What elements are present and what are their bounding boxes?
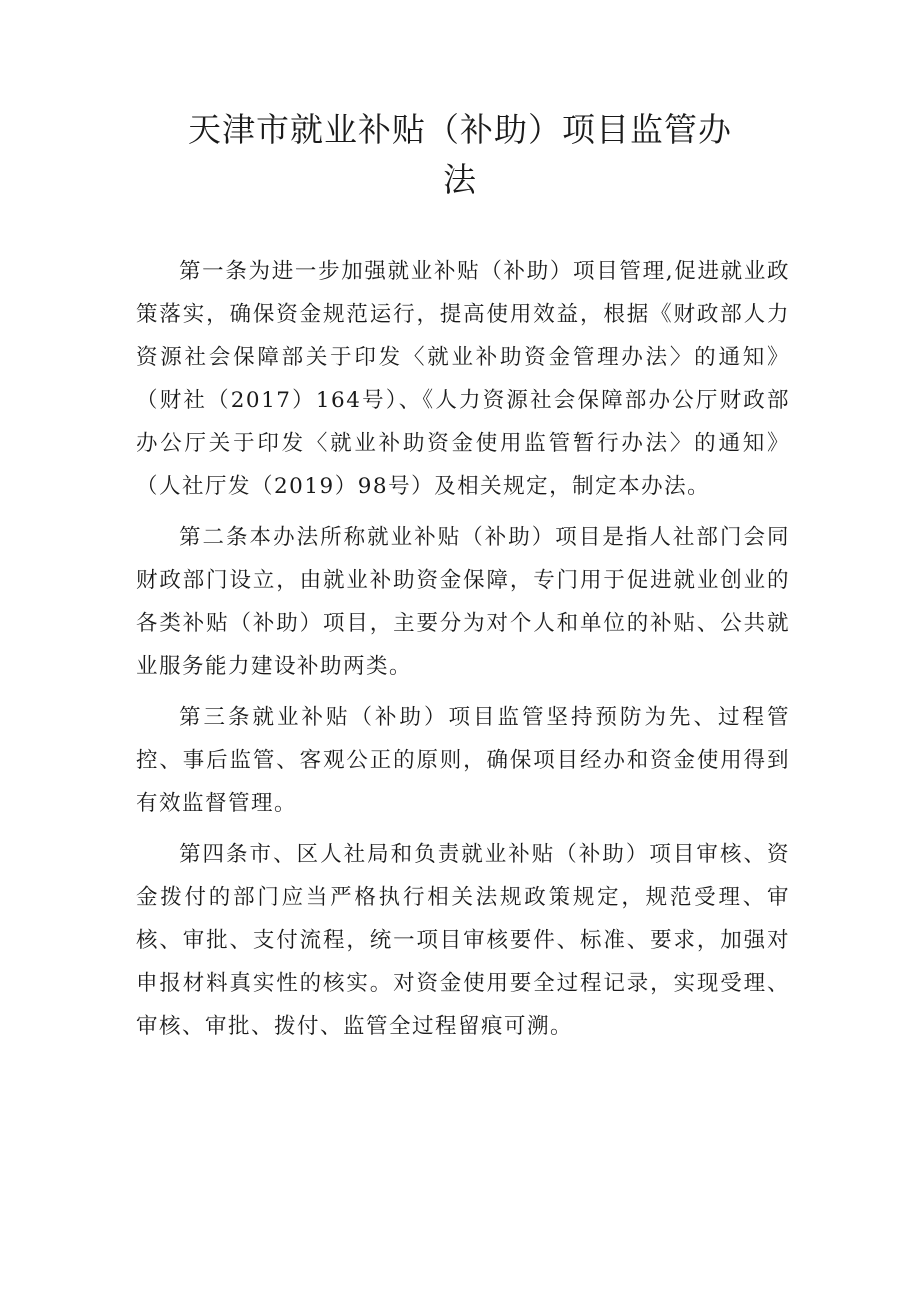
document-title-line-2: 法 — [443, 160, 477, 199]
article-1: 第一条为进一步加强就业补贴（补助）项目管理,促进就业政策落实，确保资金规范运行，提高使用效益，根据《财政部人力资源社会保障部关于印发〈就业补助资金管理办法〉的通知》（财社（2017）164号）、《人力资源社会保障部办公厅财政部办公厅关于印发〈就业补助资金使用监管暂行办法〉的通知》（人社厅发（2019）98号）及相关规定，制定本办法。 — [136, 259, 790, 499]
document-title-line-1: 天津市就业补贴（补助）项目监管办 — [188, 110, 732, 149]
article-4: 第四条市、区人社局和负责就业补贴（补助）项目审核、资金拨付的部门应当严格执行相关法规政策规定，规范受理、审核、审批、支付流程，统一项目审核要件、标准、要求，加强对申报材料真实性的核实。对资金使用要全过程记录，实现受理、审核、审批、拨付、监管全过程留痕可溯。 — [136, 842, 790, 1039]
document-body — [136, 250, 790, 1056]
article-3: 第三条就业补贴（补助）项目监管坚持预防为先、过程管控、事后监管、客观公正的原则，确保项目经办和资金使用得到有效监督管理。 — [136, 705, 790, 816]
article-2: 第二条本办法所称就业补贴（补助）项目是指人社部门会同财政部门设立，由就业补助资金保障，专门用于促进就业创业的各类补贴（补助）项目，主要分为对个人和单位的补贴、公共就业服务能力建设补助两类。 — [136, 525, 790, 679]
document-title — [130, 105, 790, 205]
